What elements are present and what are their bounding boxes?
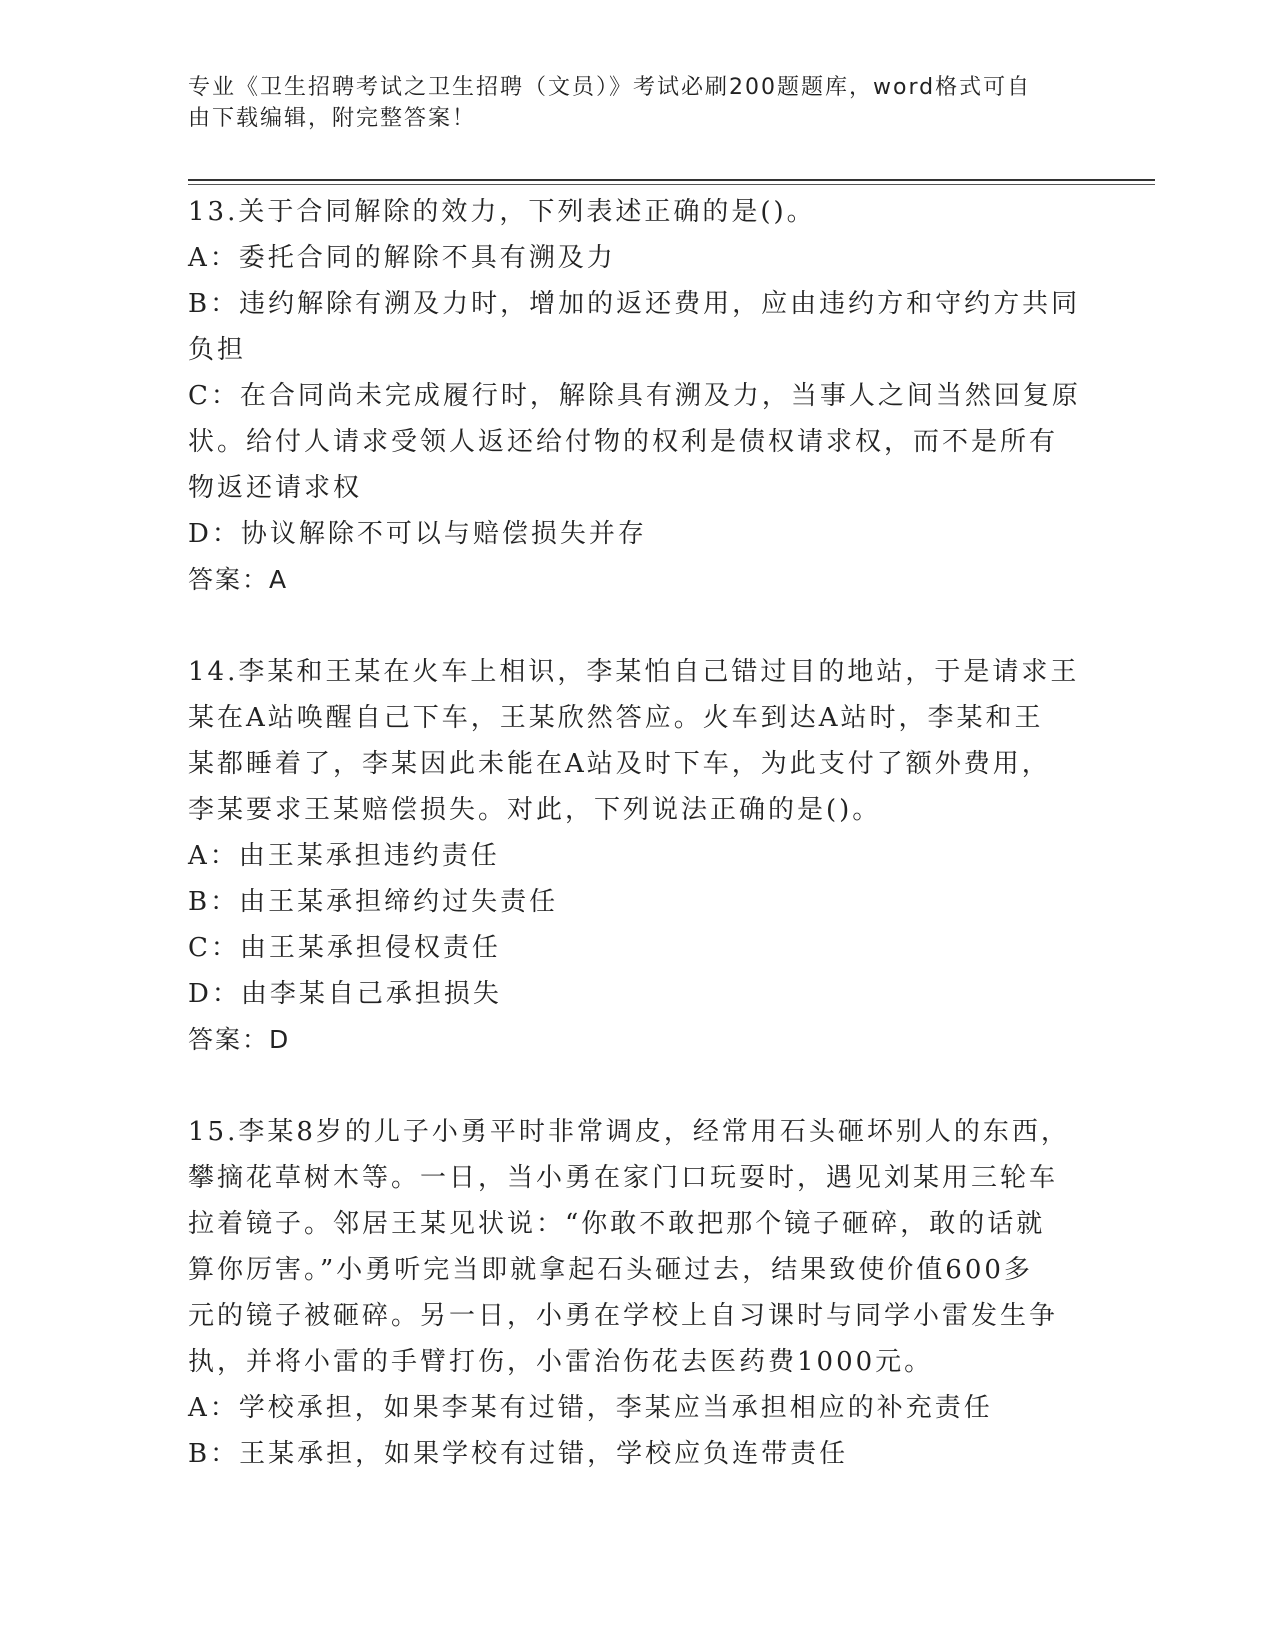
header-line: 由下载编辑，附完整答案！	[188, 106, 477, 131]
option-d: D：协议解除不可以与赔偿损失并存	[188, 519, 647, 549]
question-text: 某都睡着了，李某因此未能在A站及时下车，为此支付了额外费用，	[188, 749, 1051, 779]
question-text: 算你厉害。”小勇听完当即就拿起石头砸过去，结果致使价值600多	[188, 1255, 1033, 1285]
option-c: C：在合同尚未完成履行时，解除具有溯及力，当事人之间当然回复原	[188, 381, 1081, 411]
option-c: C：由王某承担侵权责任	[188, 933, 501, 963]
question-text: 某在A站唤醒自己下车，王某欣然答应。火车到达A站时，李某和王	[188, 703, 1044, 733]
question-text: 14.李某和王某在火车上相识，李某怕自己错过目的地站，于是请求王	[188, 657, 1080, 687]
option-b-cont: 负担	[188, 335, 247, 365]
question-text: 李某要求王某赔偿损失。对此，下列说法正确的是()。	[188, 795, 882, 825]
question-text: 攀摘花草树木等。一日，当小勇在家门口玩耍时，遇见刘某用三轮车	[188, 1163, 1059, 1193]
answer-line: 答案：A	[188, 565, 289, 594]
question-list	[188, 189, 1088, 1477]
header-rule-thin	[188, 184, 1155, 185]
header-line: 专业《卫生招聘考试之卫生招聘（文员）》考试必刷200题题库，word格式可自	[188, 75, 1032, 100]
option-b: B：违约解除有溯及力时，增加的返还费用，应由违约方和守约方共同	[188, 289, 1081, 319]
question-text: 元的镜子被砸碎。另一日，小勇在学校上自习课时与同学小雷发生争	[188, 1301, 1059, 1331]
option-d: D：由李某自己承担损失	[188, 979, 502, 1009]
question-text: 13.关于合同解除的效力，下列表述正确的是()。	[188, 197, 816, 227]
option-c-cont: 状。给付人请求受领人返还给付物的权利是债权请求权，而不是所有	[188, 427, 1059, 457]
question-text: 15.李某8岁的儿子小勇平时非常调皮，经常用石头砸坏别人的东西，	[188, 1117, 1070, 1147]
question-15	[188, 1109, 1088, 1477]
header-rule	[188, 179, 1155, 181]
document-header	[188, 72, 1068, 134]
question-text: 拉着镜子。邻居王某见状说：“你敢不敢把那个镜子砸碎，敢的话就	[188, 1209, 1046, 1239]
option-a: A：由王某承担违约责任	[188, 841, 500, 871]
option-b: B：由王某承担缔约过失责任	[188, 887, 559, 917]
question-text: 执，并将小雷的手臂打伤，小雷治伤花去医药费1000元。	[188, 1347, 934, 1377]
question-13	[188, 189, 1088, 603]
option-b: B：王某承担，如果学校有过错，学校应负连带责任	[188, 1439, 849, 1469]
answer-line: 答案：D	[188, 1025, 291, 1054]
option-a: A：委托合同的解除不具有溯及力	[188, 243, 616, 273]
option-c-cont: 物返还请求权	[188, 473, 363, 503]
option-a: A：学校承担，如果李某有过错，李某应当承担相应的补充责任	[188, 1393, 993, 1423]
question-14	[188, 649, 1088, 1063]
